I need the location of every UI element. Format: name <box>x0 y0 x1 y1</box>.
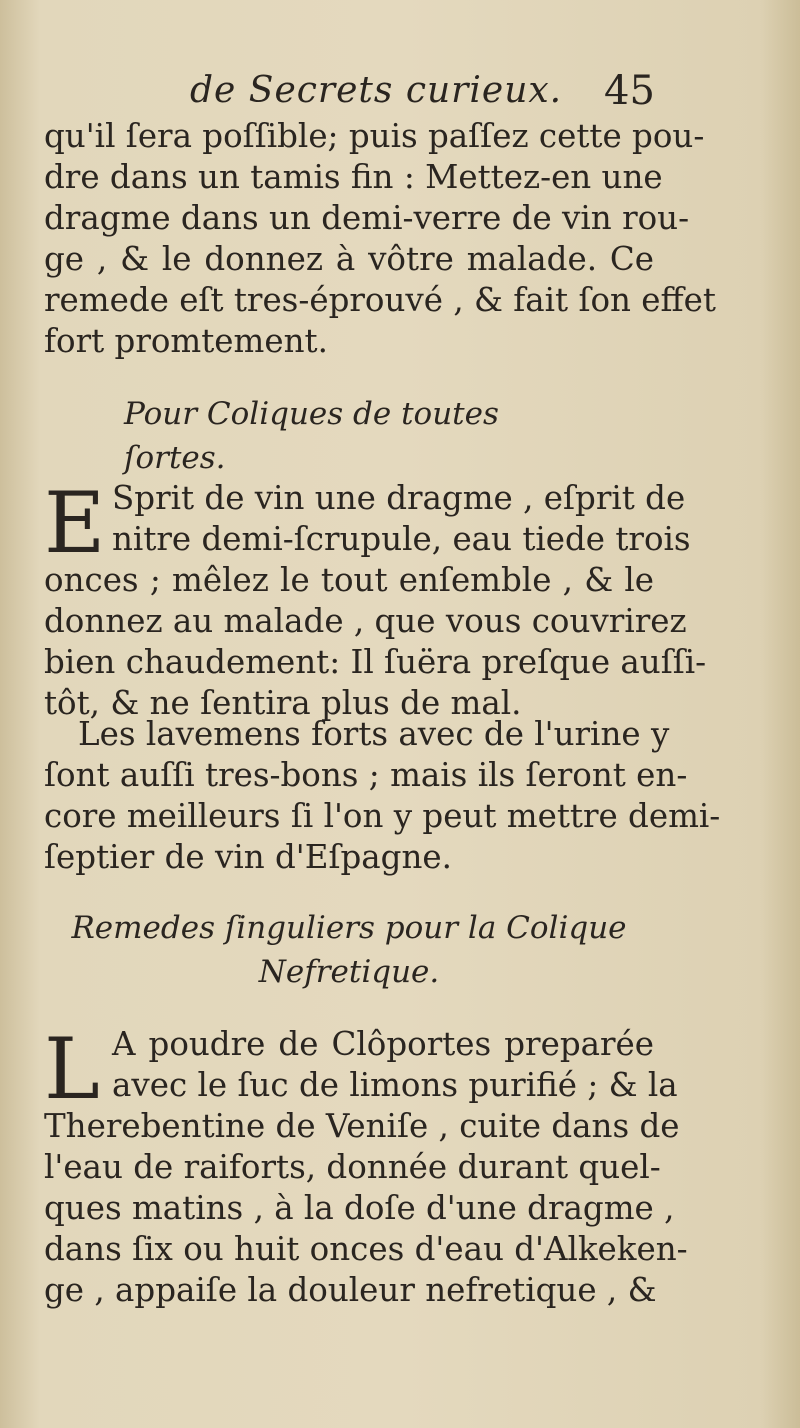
text-line: nitre demi-ſcrupule, eau tiede trois <box>112 520 691 558</box>
text-line: dragme dans un demi-verre de vin rou- <box>44 199 690 237</box>
heading-line: Remedes ſinguliers pour la Colique <box>71 910 627 946</box>
text-line: core meilleurs ſi l'on y peut mettre demi- <box>44 797 721 835</box>
text-line: Sprit de vin une dragme , eſprit de <box>112 479 686 517</box>
drop-cap: L <box>44 1020 100 1118</box>
text-line: ge , & le donnez à vôtre malade. Ce <box>44 240 654 278</box>
text-line: onces ; mêlez le tout enſemble , & le <box>44 561 654 599</box>
text-line: qu'il ſera poſſible; puis paſſez cette pou- <box>44 117 705 155</box>
drop-cap: E <box>44 474 106 572</box>
page-number: 45 <box>604 68 655 114</box>
section-heading-colique-nefretique <box>44 906 654 994</box>
text-line: dans ſix ou huit onces d'eau d'Alkeken- <box>44 1230 688 1268</box>
section-heading-coliques: Pour Coliques de toutes ſortes. <box>124 396 499 476</box>
text-line: A poudre de Clôportes preparée <box>112 1025 654 1063</box>
text-line: ques matins , à la doſe d'une dragme , <box>44 1189 675 1227</box>
text-line: l'eau de raiforts, donnée durant quel- <box>44 1148 661 1186</box>
text-line: donnez au malade , que vous couvrirez <box>44 602 687 640</box>
paragraph-poudre-de-cloportes <box>44 1020 688 1311</box>
text-line: ſont auſſi tres-bons ; mais ils ſeront en- <box>44 756 688 794</box>
text-line: ſeptier de vin d'Eſpagne. <box>44 838 452 876</box>
paragraph-lavemens <box>44 714 721 878</box>
heading-line: Nefretique. <box>258 954 440 990</box>
paragraph-continued <box>44 116 716 362</box>
text-line: remede eſt tres-éprouvé , & fait ſon effet <box>44 281 716 319</box>
text-line: tôt, & ne ſentira plus de mal. <box>44 684 522 722</box>
text-line: bien chaudement: Il ſuëra preſque auſſi- <box>44 643 707 681</box>
running-title: de Secrets curieux. <box>190 70 563 111</box>
paragraph-esprit-de-vin <box>44 474 707 724</box>
text-line: ge , appaiſe la douleur nefretique , & <box>44 1271 657 1309</box>
text-line: Les lavemens forts avec de l'urine y <box>78 715 670 753</box>
text-line: Therebentine de Veniſe , cuite dans de <box>44 1107 680 1145</box>
text-line: dre dans un tamis fin : Mettez-en une <box>44 158 663 196</box>
text-line: fort promtement. <box>44 322 328 360</box>
text-line: avec le ſuc de limons purifié ; & la <box>112 1066 678 1104</box>
